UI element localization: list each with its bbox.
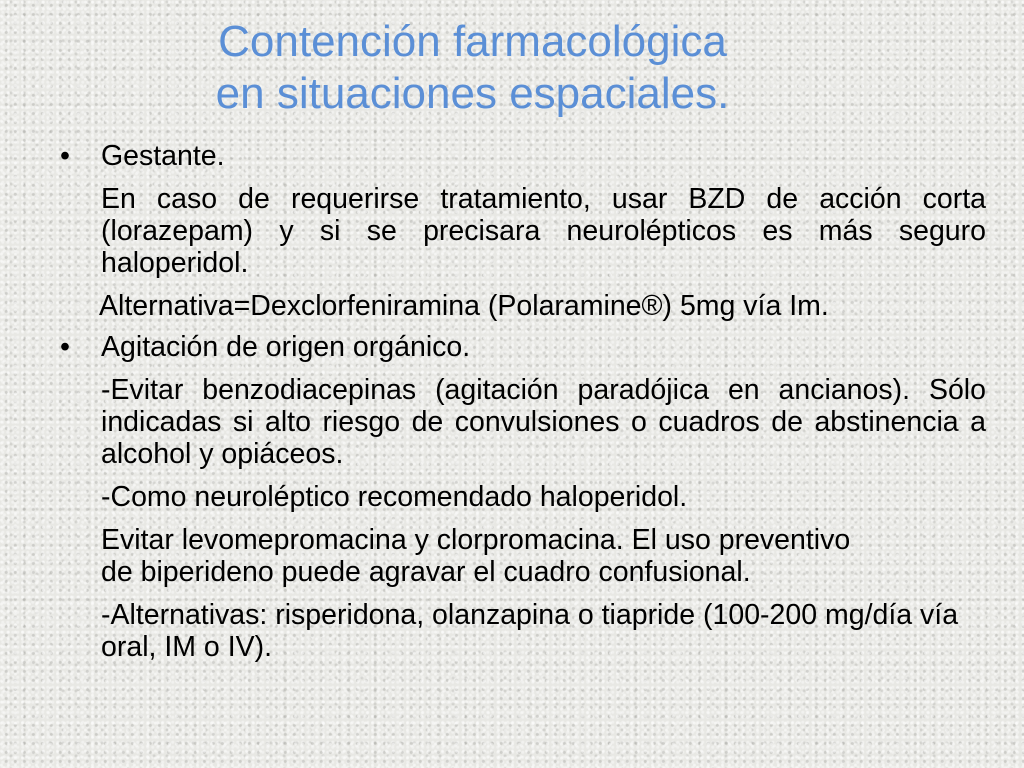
bullet-dot: • (60, 331, 70, 363)
paragraph-evitar-bzd: -Evitar benzodiacepinas (agitación paradójica en ancianos). Sólo indicadas si alto riesgo de convulsiones o cuadros de abstinencia a alcohol y opiáceos. (101, 374, 986, 470)
paragraph-gestante-alternative: Alternativa=Dexclorfeniramina (Polaramine®) 5mg vía Im. (99, 290, 829, 322)
bullet-heading-agitacion: Agitación de origen orgánico. (101, 331, 471, 363)
title-line-1: Contención farmacológica (218, 17, 727, 66)
paragraph-alternativas: -Alternativas: risperidona, olanzapina o tiapride (100-200 mg/día vía oral, IM o IV). (101, 599, 959, 663)
slide-title (0, 16, 945, 120)
bullet-dot: • (60, 140, 70, 172)
bullet-heading-gestante: Gestante. (101, 140, 225, 172)
bullet-agitacion (52, 331, 986, 363)
title-line-2: en situaciones espaciales. (215, 69, 730, 118)
paragraph-gestante-treatment: En caso de requerirse tratamiento, usar BZD de acción corta (lorazepam) y si se precisara neurolépticos es más seguro haloperidol. (101, 183, 986, 279)
paragraph-evitar-levomepromacina: Evitar levomepromacina y clorpromacina. El uso preventivo de biperideno puede agravar el cuadro confusional. (101, 524, 851, 588)
bullet-gestante (52, 140, 986, 172)
slide-content (52, 140, 986, 663)
paragraph-haloperidol: -Como neuroléptico recomendado haloperidol. (101, 481, 688, 513)
